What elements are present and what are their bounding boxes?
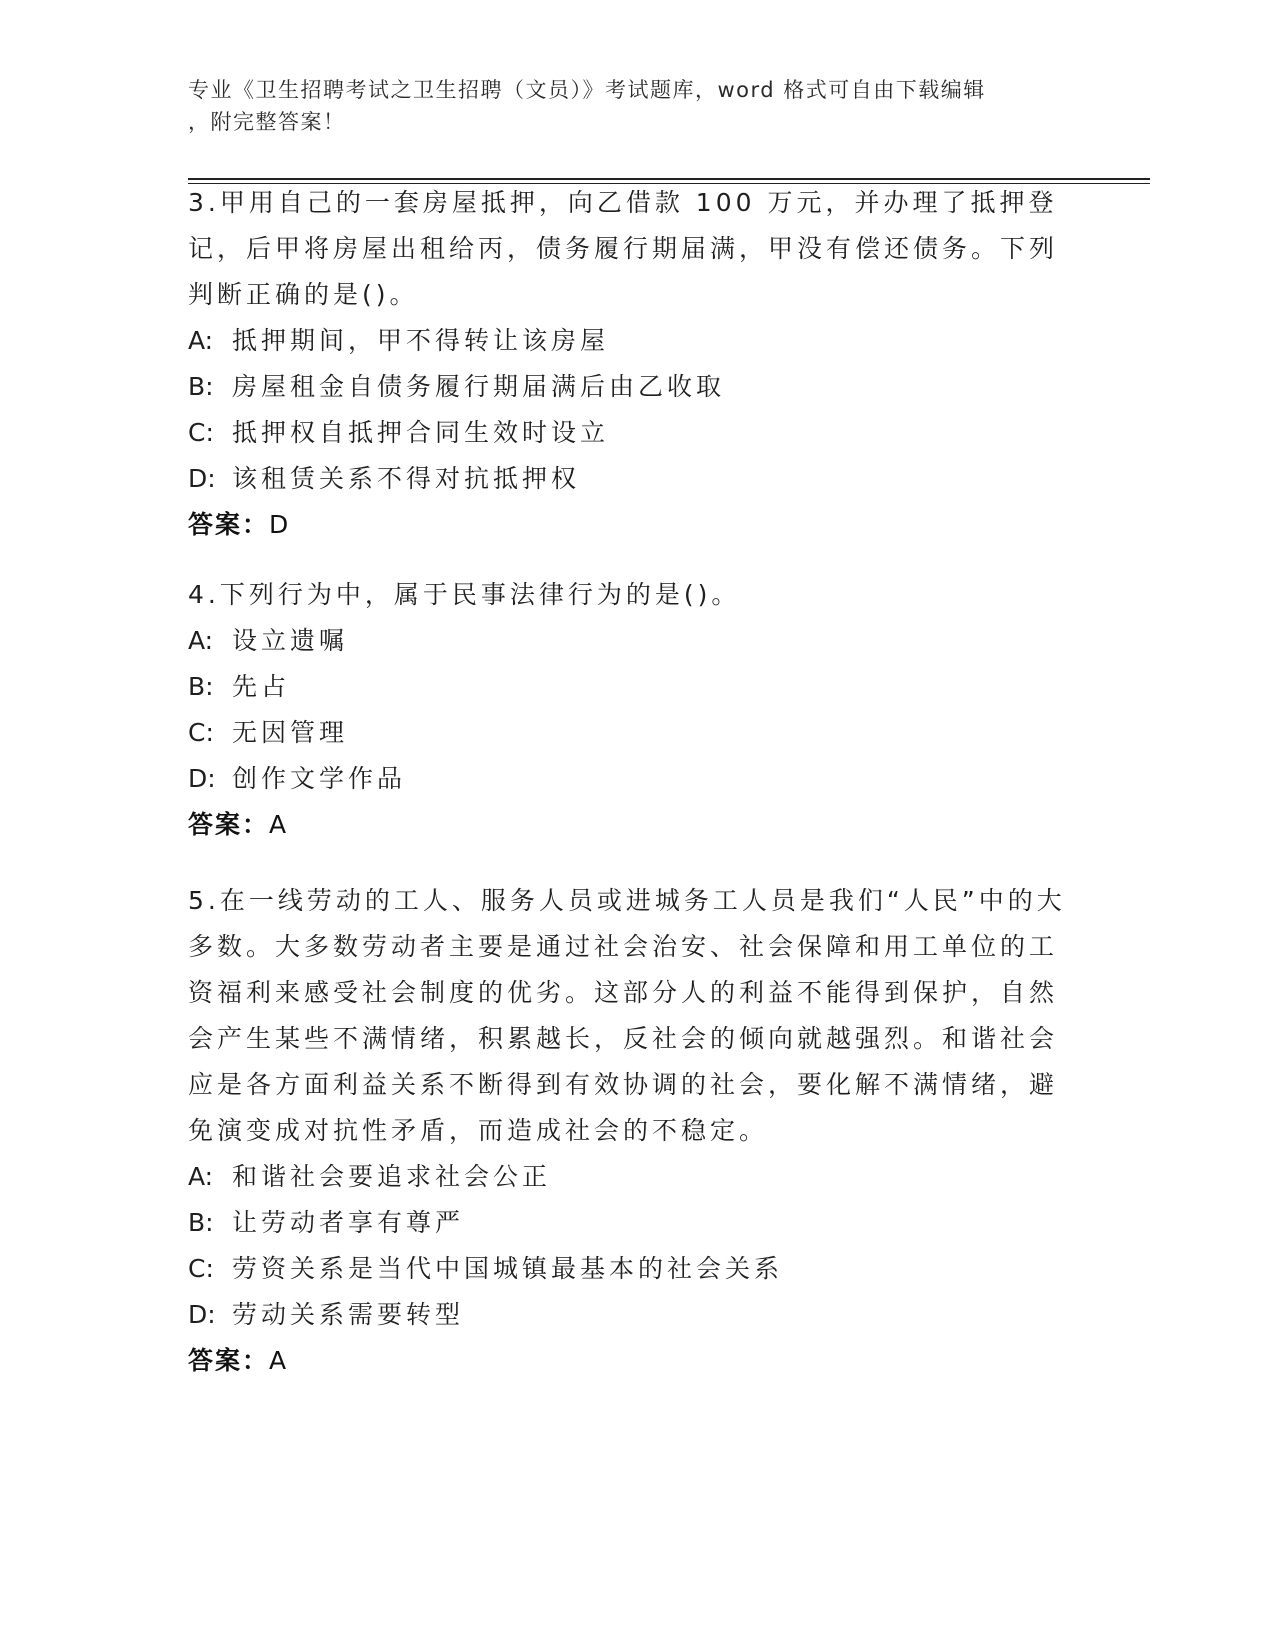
option-d: [188, 1292, 1068, 1338]
document-header: [188, 74, 1068, 138]
option-letter: C:: [188, 1254, 214, 1283]
option-text: 创作文学作品: [232, 764, 407, 793]
option-text: 和谐社会要追求社会公正: [232, 1162, 552, 1191]
option-text: 设立遗嘱: [232, 626, 349, 655]
answer-line: [188, 502, 1068, 548]
option-text: 劳动关系需要转型: [232, 1300, 465, 1329]
question-stem: 4.下列行为中，属于民事法律行为的是()。: [188, 580, 741, 609]
option-letter: D:: [188, 1300, 216, 1329]
option-c: [188, 710, 1068, 756]
answer-value: D: [269, 510, 289, 539]
answer-label: 答案：: [188, 510, 270, 539]
option-text: 抵押期间，甲不得转让该房屋: [232, 326, 610, 355]
option-letter: B:: [188, 1208, 214, 1237]
answer-value: A: [269, 810, 287, 839]
option-letter: D:: [188, 764, 216, 793]
option-letter: A:: [188, 1162, 214, 1191]
option-letter: C:: [188, 418, 214, 447]
option-c: [188, 1246, 1068, 1292]
question-stem: 5.在一线劳动的工人、服务人员或进城务工人员是我们“人民”中的大多数。大多数劳动者主要是通过社会治安、社会保障和用工单位的工资福利来感受社会制度的优劣。这部分人的利益不能得到保护，自然会产生某些不满情绪，积累越长，反社会的倾向就越强烈。和谐社会应是各方面利益关系不断得到有效协调的社会，要化解不满情绪，避免演变成对抗性矛盾，而造成社会的不稳定。: [188, 886, 1066, 1145]
option-d: [188, 756, 1068, 802]
answer-value: A: [269, 1346, 287, 1375]
option-letter: A:: [188, 326, 214, 355]
header-line-2: ，附完整答案！: [188, 110, 346, 134]
option-c: [188, 410, 1068, 456]
option-text: 抵押权自抵押合同生效时设立: [232, 418, 610, 447]
option-a: [188, 618, 1068, 664]
option-d: [188, 456, 1068, 502]
question-3: [188, 180, 1068, 548]
option-b: [188, 1200, 1068, 1246]
option-text: 该租赁关系不得对抗抵押权: [232, 464, 581, 493]
option-a: [188, 1154, 1068, 1200]
header-line-1: 专业《卫生招聘考试之卫生招聘（文员）》考试题库，word 格式可自由下载编辑: [188, 78, 986, 102]
question-stem: 3.甲用自己的一套房屋抵押，向乙借款 100 万元，并办理了抵押登记，后甲将房屋出租给丙，债务履行期届满，甲没有偿还债务。下列判断正确的是()。: [188, 188, 1059, 309]
answer-line: [188, 1338, 1068, 1384]
option-b: [188, 664, 1068, 710]
question-5: [188, 878, 1068, 1384]
option-a: [188, 318, 1068, 364]
option-text: 房屋租金自债务履行期届满后由乙收取: [232, 372, 726, 401]
option-b: [188, 364, 1068, 410]
option-letter: B:: [188, 672, 214, 701]
answer-line: [188, 802, 1068, 848]
answer-label: 答案：: [188, 810, 270, 839]
question-4: [188, 572, 1068, 848]
option-letter: C:: [188, 718, 214, 747]
option-text: 劳资关系是当代中国城镇最基本的社会关系: [232, 1254, 784, 1283]
option-text: 先占: [232, 672, 291, 701]
option-letter: D:: [188, 464, 216, 493]
option-text: 无因管理: [232, 718, 349, 747]
option-letter: A:: [188, 626, 214, 655]
answer-label: 答案：: [188, 1346, 270, 1375]
option-letter: B:: [188, 372, 214, 401]
option-text: 让劳动者享有尊严: [232, 1208, 465, 1237]
